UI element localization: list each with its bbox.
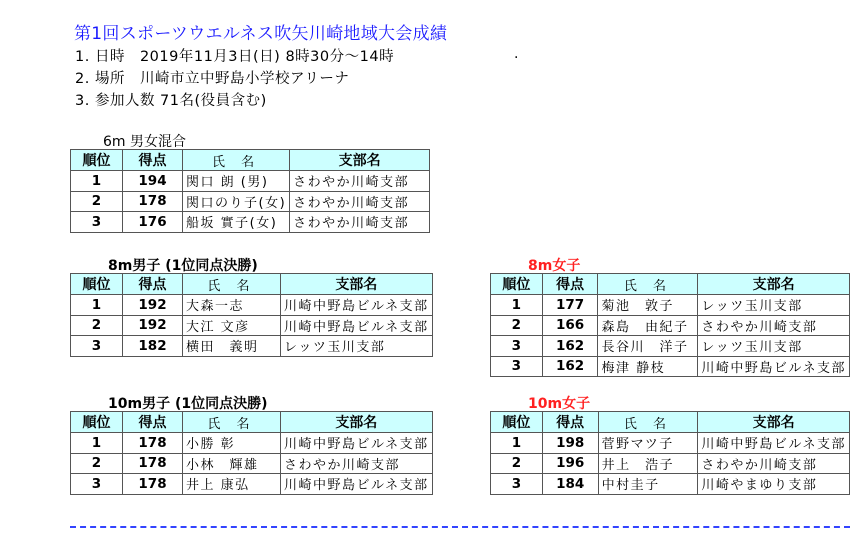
table-row	[491, 295, 850, 316]
header-branch: 支部名	[290, 150, 430, 171]
table-row	[71, 433, 433, 454]
header-branch: 支部名	[698, 274, 850, 295]
rank-cell: 3	[491, 474, 543, 495]
table-row	[71, 191, 430, 212]
table-row	[491, 315, 850, 336]
header-name: 氏 名	[183, 150, 290, 171]
table-row	[71, 315, 433, 336]
table-row	[71, 453, 433, 474]
header-name: 氏 名	[598, 274, 698, 295]
name-cell: 関口 朗 (男)	[183, 171, 290, 192]
stray-dot: .	[514, 46, 519, 62]
header-score: 得点	[123, 274, 183, 295]
branch-cell: 川崎中野島ビルネ支部	[281, 433, 433, 454]
info-participants: 3. 参加人数 71名(役員含む)	[75, 93, 267, 109]
table-row	[491, 356, 850, 377]
caption-8m-women: 8m女子	[528, 258, 581, 274]
branch-cell: さわやか川崎支部	[698, 453, 850, 474]
branch-cell: 川崎中野島ビルネ支部	[281, 315, 433, 336]
name-cell: 横田 義明	[183, 336, 281, 357]
header-score: 得点	[542, 274, 598, 295]
branch-cell: さわやか川崎支部	[281, 453, 433, 474]
header-branch: 支部名	[281, 412, 433, 433]
header-rank: 順位	[71, 412, 123, 433]
info-venue: 2. 場所 川崎市立中野島小学校アリーナ	[75, 71, 350, 87]
caption-6m-mixed: 6m 男女混合	[103, 134, 186, 150]
name-cell: 小林 輝雄	[183, 453, 281, 474]
rank-cell: 2	[71, 191, 123, 212]
rank-cell: 1	[71, 295, 123, 316]
info-date: 1. 日時 2019年11月3日(日) 8時30分～14時	[75, 49, 395, 65]
name-cell: 長谷川 洋子	[598, 336, 698, 357]
score-cell: 198	[542, 433, 598, 454]
rank-cell: 2	[71, 315, 123, 336]
header-score: 得点	[542, 412, 598, 433]
name-cell: 小勝 彰	[183, 433, 281, 454]
branch-cell: さわやか川崎支部	[290, 212, 430, 233]
table-header-row	[71, 150, 430, 171]
branch-cell: 川崎中野島ビルネ支部	[281, 474, 433, 495]
caption-8m-men: 8m男子 (1位同点決勝)	[108, 258, 258, 274]
name-cell: 井上 浩子	[598, 453, 698, 474]
rank-cell: 3	[491, 356, 543, 377]
table-header-row	[71, 412, 433, 433]
header-score: 得点	[123, 150, 183, 171]
branch-cell: さわやか川崎支部	[290, 191, 430, 212]
score-cell: 162	[542, 356, 598, 377]
name-cell: 森島 由紀子	[598, 315, 698, 336]
score-cell: 178	[123, 191, 183, 212]
branch-cell: 川崎中野島ビルネ支部	[698, 433, 850, 454]
branch-cell: さわやか川崎支部	[290, 171, 430, 192]
rank-cell: 3	[71, 474, 123, 495]
score-cell: 178	[123, 453, 183, 474]
branch-cell: レッツ玉川支部	[698, 336, 850, 357]
rank-cell: 3	[491, 336, 543, 357]
name-cell: 菅野マツ子	[598, 433, 698, 454]
table-header-row	[491, 412, 850, 433]
branch-cell: 川崎中野島ビルネ支部	[281, 295, 433, 316]
header-rank: 順位	[491, 412, 543, 433]
name-cell: 井上 康弘	[183, 474, 281, 495]
branch-cell: 川崎やまゆり支部	[698, 474, 850, 495]
table-8m-women	[490, 273, 850, 377]
header-branch: 支部名	[698, 412, 850, 433]
score-cell: 162	[542, 336, 598, 357]
header-name: 氏 名	[183, 412, 281, 433]
name-cell: 大森一志	[183, 295, 281, 316]
name-cell: 船坂 實子(女)	[183, 212, 290, 233]
name-cell: 菊池 敦子	[598, 295, 698, 316]
table-row	[71, 171, 430, 192]
caption-10m-women: 10m女子	[528, 396, 591, 412]
branch-cell: さわやか川崎支部	[698, 315, 850, 336]
table-header-row	[71, 274, 433, 295]
rank-cell: 1	[491, 295, 543, 316]
rank-cell: 1	[491, 433, 543, 454]
caption-10m-men: 10m男子 (1位同点決勝)	[108, 396, 268, 412]
table-row	[491, 433, 850, 454]
score-cell: 192	[123, 295, 183, 316]
table-row	[491, 336, 850, 357]
table-10m-women	[490, 411, 850, 495]
branch-cell: 川崎中野島ビルネ支部	[698, 356, 850, 377]
name-cell: 梅津 静枝	[598, 356, 698, 377]
score-cell: 166	[542, 315, 598, 336]
rank-cell: 2	[71, 453, 123, 474]
name-cell: 中村圭子	[598, 474, 698, 495]
score-cell: 178	[123, 433, 183, 454]
table-6m-mixed	[70, 149, 430, 233]
score-cell: 192	[123, 315, 183, 336]
dashed-divider	[70, 526, 850, 528]
table-8m-men	[70, 273, 433, 357]
header-score: 得点	[123, 412, 183, 433]
score-cell: 176	[123, 212, 183, 233]
header-rank: 順位	[71, 150, 123, 171]
name-cell: 大江 文彦	[183, 315, 281, 336]
table-row	[71, 295, 433, 316]
table-10m-men	[70, 411, 433, 495]
rank-cell: 3	[71, 212, 123, 233]
table-row	[491, 474, 850, 495]
header-branch: 支部名	[281, 274, 433, 295]
header-name: 氏 名	[183, 274, 281, 295]
table-row	[71, 336, 433, 357]
score-cell: 177	[542, 295, 598, 316]
header-name: 氏 名	[598, 412, 698, 433]
table-header-row	[491, 274, 850, 295]
name-cell: 関口のり子(女)	[183, 191, 290, 212]
score-cell: 178	[123, 474, 183, 495]
rank-cell: 1	[71, 171, 123, 192]
rank-cell: 2	[491, 453, 543, 474]
table-row	[71, 474, 433, 495]
score-cell: 196	[542, 453, 598, 474]
rank-cell: 1	[71, 433, 123, 454]
score-cell: 194	[123, 171, 183, 192]
branch-cell: レッツ玉川支部	[281, 336, 433, 357]
rank-cell: 2	[491, 315, 543, 336]
header-rank: 順位	[71, 274, 123, 295]
score-cell: 184	[542, 474, 598, 495]
header-rank: 順位	[491, 274, 543, 295]
rank-cell: 3	[71, 336, 123, 357]
table-row	[491, 453, 850, 474]
branch-cell: レッツ玉川支部	[698, 295, 850, 316]
score-cell: 182	[123, 336, 183, 357]
page-title: 第1回スポーツウエルネス吹矢川崎地域大会成績	[74, 24, 448, 44]
table-row	[71, 212, 430, 233]
